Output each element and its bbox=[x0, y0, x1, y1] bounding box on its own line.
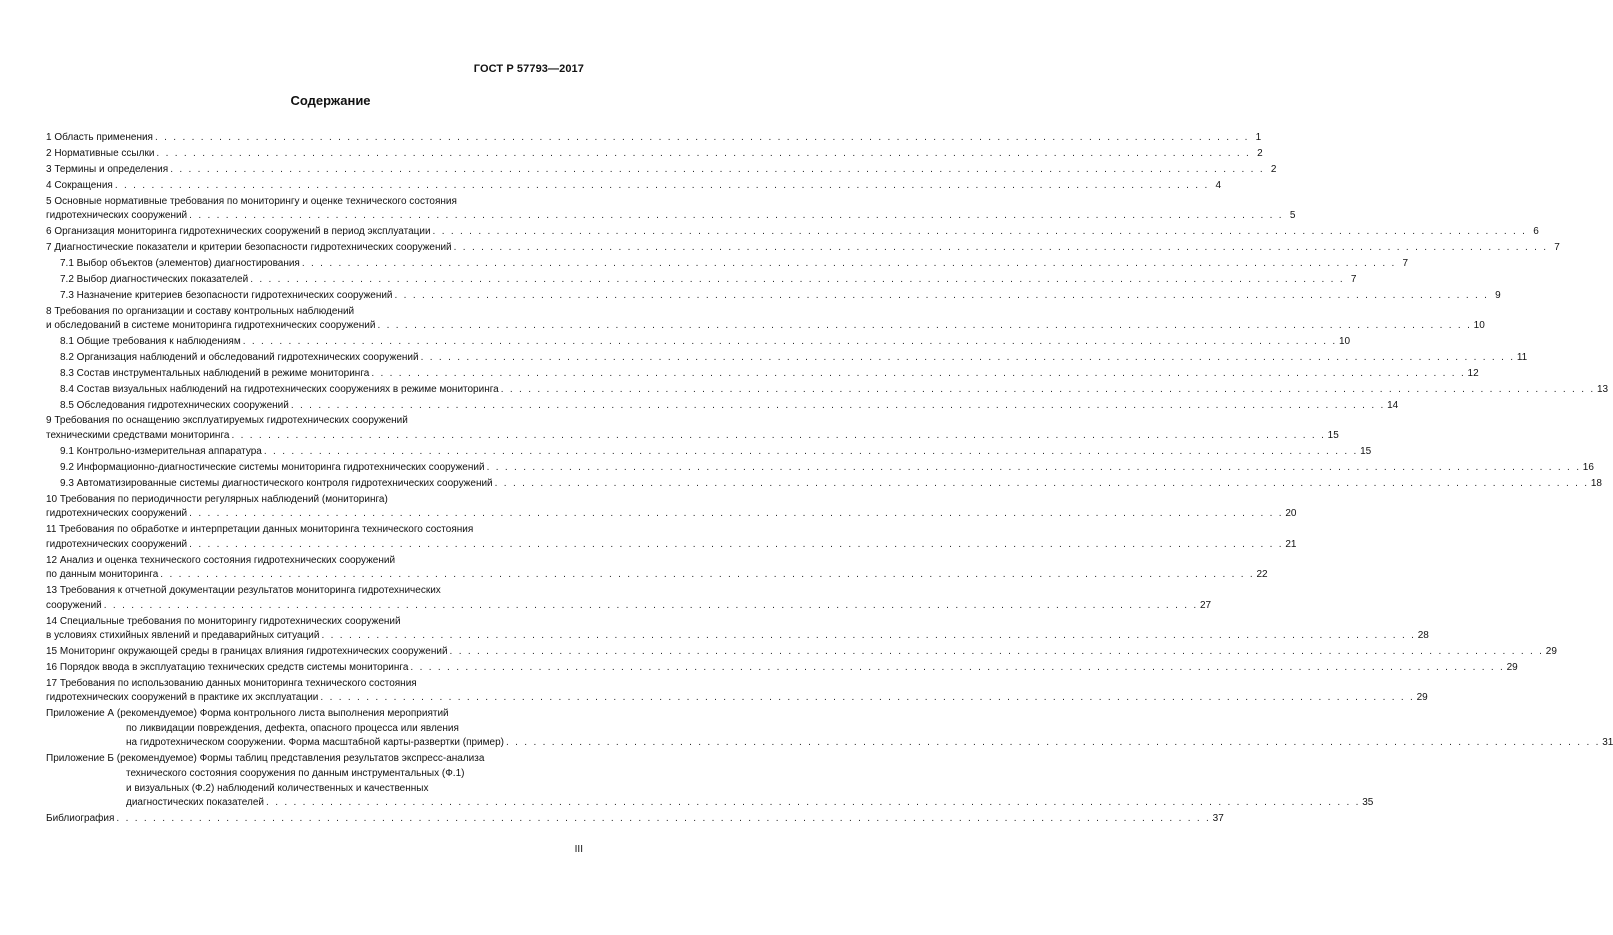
toc-page-number: 29 bbox=[1416, 692, 1428, 704]
toc-entry-title: в условиях стихийных явлений и предаварийных ситуаций bbox=[46, 630, 320, 642]
toc-entry-title: и обследований в системе мониторинга гидротехнических сооружений bbox=[46, 320, 376, 332]
toc-entry-title: 7 Диагностические показатели и критерии безопасности гидротехнических сооружений bbox=[46, 241, 452, 253]
toc-page-number: 21 bbox=[1285, 538, 1297, 550]
toc-entry-title: на гидротехническом сооружении. Форма масштабной карты-развертки (пример) bbox=[126, 737, 504, 749]
toc-page-number: 5 bbox=[1289, 210, 1296, 222]
dot-leader: . . . . . . . . . . . . . . . . . . . . . . . . . . . . . . . . . . . . . . . . . . . . . . . . . . . . . . . . . . . . . . . . . . . . . . . . . . . . . . . . . . . . . . . . . . . . . . . . . . . . . . . . . . . . . . . . . . . . . . . . bbox=[432, 226, 1527, 238]
toc-page-number: 27 bbox=[1199, 599, 1212, 611]
toc-page-number: 20 bbox=[1285, 508, 1297, 520]
toc-entry[interactable] bbox=[46, 523, 1297, 552]
dot-leader: . . . . . . . . . . . . . . . . . . . . . . . . . . . . . . . . . . . . . . . . . . . . . . . . . . . . . . . . . . . . . . . . . . . . . . . . . . . . . . . . . . . . . . . . . . . . . . . . . . . . . . . . . . . . . . . . . . . . . . . . bbox=[263, 445, 1359, 457]
toc-page-number: 18 bbox=[1590, 477, 1602, 489]
toc-entry-title: 9.3 Автоматизированные системы диагностического контроля гидротехнических сооружений bbox=[60, 477, 493, 489]
toc-page-number: 35 bbox=[1362, 797, 1374, 809]
toc-entry-title: 3 Термины и определения bbox=[46, 163, 169, 175]
toc-entry-title: 8.2 Организация наблюдений и обследований гидротехнических сооружений bbox=[60, 351, 419, 363]
toc-page-number: 15 bbox=[1327, 430, 1339, 442]
page-title: Содержание bbox=[290, 93, 371, 108]
toc-page-number: 22 bbox=[1256, 569, 1268, 581]
dot-leader: . . . . . . . . . . . . . . . . . . . . . . . . . . . . . . . . . . . . . . . . . . . . . . . . . . . . . . . . . . . . . . . . . . . . . . . . . . . . . . . . . . . . . . . . . . . . . . . . . . . . . . . . . . . . . . . . . . . . . . . . bbox=[453, 241, 1548, 253]
toc-entry-title: Библиография bbox=[46, 813, 115, 825]
toc-entry[interactable] bbox=[46, 367, 1479, 382]
toc-page-number: 16 bbox=[1582, 461, 1594, 473]
page-number: III bbox=[574, 844, 583, 855]
toc-page-number: 10 bbox=[1473, 320, 1485, 332]
toc-entry-title: Приложение А (рекомендуемое) Форма контрольного листа выполнения мероприятий bbox=[46, 708, 449, 720]
toc-page-number: 4 bbox=[1215, 179, 1222, 191]
toc-entry-title: по данным мониторинга bbox=[46, 569, 159, 581]
toc-entry-title: по ликвидации повреждения, дефекта, опасного процесса или явления bbox=[126, 722, 459, 734]
toc-page-number: 31 bbox=[1602, 737, 1613, 749]
dot-leader: . . . . . . . . . . . . . . . . . . . . . . . . . . . . . . . . . . . . . . . . . . . . . . . . . . . . . . . . . . . . . . . . . . . . . . . . . . . . . . . . . . . . . . . . . . . . . . . . . . . . . . . . . . . . . . . . . . . . . . . . bbox=[156, 147, 1251, 159]
toc-entry-title: 12 Анализ и оценка технического состояния гидротехнических сооружений bbox=[46, 554, 396, 566]
toc-entry[interactable] bbox=[46, 414, 1339, 443]
toc-page-number: 14 bbox=[1387, 399, 1399, 411]
toc-entry[interactable] bbox=[46, 289, 1501, 304]
toc-entry[interactable] bbox=[46, 645, 1557, 660]
dot-leader: . . . . . . . . . . . . . . . . . . . . . . . . . . . . . . . . . . . . . . . . . . . . . . . . . . . . . . . . . . . . . . . . . . . . . . . . . . . . . . . . . . . . . . . . . . . . . . . . . . . . . . . . . . . . . . . . . . . . . . . . bbox=[420, 351, 1515, 363]
toc-entry-title: 16 Порядок ввода в эксплуатацию технических средств системы мониторинга bbox=[46, 661, 409, 673]
toc-entry[interactable] bbox=[46, 477, 1602, 492]
toc-entry[interactable] bbox=[46, 179, 1222, 194]
dot-leader: . . . . . . . . . . . . . . . . . . . . . . . . . . . . . . . . . . . . . . . . . . . . . . . . . . . . . . . . . . . . . . . . . . . . . . . . . . . . . . . . . . . . . . . . . . . . . . . . . . . . . . . . . . . . . . . . . . . . . . . . bbox=[320, 692, 1415, 704]
toc-entry-title: гидротехнических сооружений bbox=[46, 508, 188, 520]
dot-leader: . . . . . . . . . . . . . . . . . . . . . . . . . . . . . . . . . . . . . . . . . . . . . . . . . . . . . . . . . . . . . . . . . . . . . . . . . . . . . . . . . . . . . . . . . . . . . . . . . . . . . . . . . . . . . . . . . . . . . . . . bbox=[250, 273, 1345, 285]
dot-leader: . . . . . . . . . . . . . . . . . . . . . . . . . . . . . . . . . . . . . . . . . . . . . . . . . . . . . . . . . . . . . . . . . . . . . . . . . . . . . . . . . . . . . . . . . . . . . . . . . . . . . . . . . . . . . . . . . . . . . . . . bbox=[301, 257, 1397, 269]
toc-entry[interactable] bbox=[46, 584, 1212, 613]
dot-leader: . . . . . . . . . . . . . . . . . . . . . . . . . . . . . . . . . . . . . . . . . . . . . . . . . . . . . . . . . . . . . . . . . . . . . . . . . . . . . . . . . . . . . . . . . . . . . . . . . . . . . . . . . . . . . . . . . . . . . . . . bbox=[494, 477, 1589, 489]
toc-entry[interactable] bbox=[46, 661, 1518, 676]
toc-entry-title: 14 Специальные требования по мониторингу гидротехнических сооружений bbox=[46, 615, 401, 627]
toc-page-number: 37 bbox=[1212, 813, 1224, 825]
dot-leader: . . . . . . . . . . . . . . . . . . . . . . . . . . . . . . . . . . . . . . . . . . . . . . . . . . . . . . . . . . . . . . . . . . . . . . . . . . . . . . . . . . . . . . . . . . . . . . . . . . . . . . . . . . . . . . . . . . . . . . . . bbox=[505, 737, 1601, 749]
toc-entry-title: 8 Требования по организации и составу контрольных наблюдений bbox=[46, 305, 355, 317]
toc-page-number: 6 bbox=[1533, 226, 1539, 238]
toc-entry-title: Приложение Б (рекомендуемое) Формы таблиц представления результатов экспресс-анализа bbox=[46, 753, 485, 765]
dot-leader: . . . . . . . . . . . . . . . . . . . . . . . . . . . . . . . . . . . . . . . . . . . . . . . . . . . . . . . . . . . . . . . . . . . . . . . . . . . . . . . . . . . . . . . . . . . . . . . . . . . . . . . . . . . . . . . . . . . . . . . . bbox=[170, 163, 1265, 175]
toc-page-number: 28 bbox=[1417, 630, 1429, 642]
toc-entry[interactable] bbox=[46, 273, 1357, 288]
dot-leader: . . . . . . . . . . . . . . . . . . . . . . . . . . . . . . . . . . . . . . . . . . . . . . . . . . . . . . . . . . . . . . . . . . . . . . . . . . . . . . . . . . . . . . . . . . . . . . . . . . . . . . . . . . . . . . . . . . . . . . . . bbox=[114, 179, 1210, 191]
toc-entry[interactable] bbox=[46, 461, 1594, 476]
dot-leader: . . . . . . . . . . . . . . . . . . . . . . . . . . . . . . . . . . . . . . . . . . . . . . . . . . . . . . . . . . . . . . . . . . . . . . . . . . . . . . . . . . . . . . . . . . . . . . . . . . . . . . . . . . . . . . . . . . . . . . . . bbox=[103, 599, 1198, 611]
toc-entry[interactable] bbox=[46, 351, 1528, 366]
dot-leader: . . . . . . . . . . . . . . . . . . . . . . . . . . . . . . . . . . . . . . . . . . . . . . . . . . . . . . . . . . . . . . . . . . . . . . . . . . . . . . . . . . . . . . . . . . . . . . . . . . . . . . . . . . . . . . . . . . . . . . . . bbox=[189, 508, 1284, 520]
toc-entry[interactable] bbox=[46, 554, 1268, 583]
toc-entry-title: 9 Требования по оснащению эксплуатируемых гидротехнических сооружений bbox=[46, 415, 408, 427]
toc-entry[interactable] bbox=[46, 147, 1263, 162]
toc-entry[interactable] bbox=[46, 383, 1609, 398]
toc-entry[interactable] bbox=[46, 241, 1560, 256]
toc-entry-title: 1 Область применения bbox=[46, 132, 153, 143]
toc-entry[interactable] bbox=[46, 195, 1296, 224]
toc-page-number: 7 bbox=[1350, 273, 1357, 285]
toc-entry[interactable] bbox=[46, 257, 1409, 272]
toc-entry-title: 10 Требования по периодичности регулярных наблюдений (мониторинга) bbox=[46, 493, 388, 505]
dot-leader: . . . . . . . . . . . . . . . . . . . . . . . . . . . . . . . . . . . . . . . . . . . . . . . . . . . . . . . . . . . . . . . . . . . . . . . . . . . . . . . . . . . . . . . . . . . . . . . . . . . . . . . . . . . . . . . . . . . . . . . . bbox=[189, 210, 1284, 222]
toc-page-number: 7 bbox=[1554, 241, 1560, 253]
toc-entry-title: 13 Требования к отчетной документации результатов мониторинга гидротехнических bbox=[46, 585, 441, 597]
table-of-contents bbox=[46, 131, 1613, 828]
toc-entry-title: 2 Нормативные ссылки bbox=[46, 147, 155, 159]
toc-entry[interactable] bbox=[46, 812, 1224, 827]
toc-entry-title: 8.4 Состав визуальных наблюдений на гидротехнических сооружениях в режиме мониторинга bbox=[60, 383, 499, 395]
dot-leader: . . . . . . . . . . . . . . . . . . . . . . . . . . . . . . . . . . . . . . . . . . . . . . . . . . . . . . . . . . . . . . . . . . . . . . . . . . . . . . . . . . . . . . . . . . . . . . . . . . . . . . . . . . . . . . . . . . . . . . . . bbox=[449, 646, 1544, 658]
toc-entry-title: 8.3 Состав инструментальных наблюдений в режиме мониторинга bbox=[60, 367, 370, 379]
toc-entry-title: диагностических показателей bbox=[126, 797, 265, 809]
toc-entry[interactable] bbox=[46, 225, 1539, 240]
toc-entry-title: 17 Требования по использованию данных мониторинга технического состояния bbox=[46, 677, 417, 689]
toc-page-number: 13 bbox=[1596, 383, 1609, 395]
toc-entry-title: гидротехнических сооружений bbox=[46, 538, 188, 550]
toc-page-number: 29 bbox=[1545, 646, 1557, 658]
toc-entry[interactable] bbox=[46, 677, 1428, 706]
toc-page-number: 2 bbox=[1257, 147, 1263, 159]
toc-page-number: 10 bbox=[1338, 335, 1351, 347]
dot-leader: . . . . . . . . . . . . . . . . . . . . . . . . . . . . . . . . . . . . . . . . . . . . . . . . . . . . . . . . . . . . . . . . . . . . . . . . . . . . . . . . . . . . . . . . . . . . . . . . . . . . . . . . . . . . . . . . . . . . . . . . bbox=[266, 797, 1361, 809]
dot-leader: . . . . . . . . . . . . . . . . . . . . . . . . . . . . . . . . . . . . . . . . . . . . . . . . . . . . . . . . . . . . . . . . . . . . . . . . . . . . . . . . . . . . . . . . . . . . . . . . . . . . . . . . . . . . . . . . . . . . . . . . bbox=[394, 289, 1489, 301]
toc-entry-title: и визуальных (Ф.2) наблюдений количественных и качественных bbox=[126, 782, 429, 794]
toc-entry-title: 9.2 Информационно-диагностические системы мониторинга гидротехнических сооружений bbox=[60, 461, 485, 473]
toc-page-number: 15 bbox=[1360, 445, 1372, 457]
toc-entry-title: 5 Основные нормативные требования по мониторингу и оценке технического состояния bbox=[46, 195, 457, 207]
dot-leader: . . . . . . . . . . . . . . . . . . . . . . . . . . . . . . . . . . . . . . . . . . . . . . . . . . . . . . . . . . . . . . . . . . . . . . . . . . . . . . . . . . . . . . . . . . . . . . . . . . . . . . . . . . . . . . . . . . . . . . . . bbox=[189, 538, 1284, 550]
document-standard-number: ГОСТ Р 57793—2017 bbox=[473, 63, 584, 75]
toc-entry-title: 7.2 Выбор диагностических показателей bbox=[60, 273, 249, 285]
toc-entry[interactable] bbox=[46, 752, 1374, 810]
toc-entry-title: гидротехнических сооружений в практике их эксплуатации bbox=[46, 692, 319, 704]
dot-leader: . . . . . . . . . . . . . . . . . . . . . . . . . . . . . . . . . . . . . . . . . . . . . . . . . . . . . . . . . . . . . . . . . . . . . . . . . . . . . . . . . . . . . . . . . . . . . . . . . . . . . . . . . . . . . . . . . . . . . . . . bbox=[377, 320, 1472, 332]
toc-entry-title: 11 Требования по обработке и интерпретации данных мониторинга технического состояния bbox=[46, 524, 474, 536]
dot-leader: . . . . . . . . . . . . . . . . . . . . . . . . . . . . . . . . . . . . . . . . . . . . . . . . . . . . . . . . . . . . . . . . . . . . . . . . . . . . . . . . . . . . . . . . . . . . . . . . . . . . . . . . . . . . . . . . . . . . . . . . bbox=[116, 813, 1211, 825]
toc-entry[interactable] bbox=[46, 707, 1613, 751]
toc-entry-title: 9.1 Контрольно-измерительная аппаратура bbox=[60, 445, 262, 457]
toc-page-number: 2 bbox=[1270, 163, 1277, 175]
toc-entry-title: гидротехнических сооружений bbox=[46, 210, 188, 222]
dot-leader: . . . . . . . . . . . . . . . . . . . . . . . . . . . . . . . . . . . . . . . . . . . . . . . . . . . . . . . . . . . . . . . . . . . . . . . . . . . . . . . . . . . . . . . . . . . . . . . . . . . . . . . . . . . . . . . . . . . . . . . . bbox=[154, 132, 1250, 143]
toc-entry[interactable] bbox=[46, 493, 1297, 522]
toc-entry[interactable] bbox=[46, 305, 1485, 334]
toc-entry-title: 6 Организация мониторинга гидротехнических сооружений в период эксплуатации bbox=[46, 226, 431, 238]
dot-leader: . . . . . . . . . . . . . . . . . . . . . . . . . . . . . . . . . . . . . . . . . . . . . . . . . . . . . . . . . . . . . . . . . . . . . . . . . . . . . . . . . . . . . . . . . . . . . . . . . . . . . . . . . . . . . . . . . . . . . . . . bbox=[486, 461, 1581, 473]
dot-leader: . . . . . . . . . . . . . . . . . . . . . . . . . . . . . . . . . . . . . . . . . . . . . . . . . . . . . . . . . . . . . . . . . . . . . . . . . . . . . . . . . . . . . . . . . . . . . . . . . . . . . . . . . . . . . . . . . . . . . . . . bbox=[371, 367, 1466, 379]
toc-page-number: 11 bbox=[1516, 351, 1528, 363]
toc-entry-title: 8.5 Обследования гидротехнических сооружений bbox=[60, 399, 289, 411]
toc-entry-title: сооружений bbox=[46, 599, 102, 611]
toc-entry-title: 4 Сокращения bbox=[46, 179, 113, 191]
toc-entry-title: технического состояния сооружения по данным инструментальных (Ф.1) bbox=[126, 767, 465, 779]
toc-entry[interactable] bbox=[46, 163, 1277, 178]
dot-leader: . . . . . . . . . . . . . . . . . . . . . . . . . . . . . . . . . . . . . . . . . . . . . . . . . . . . . . . . . . . . . . . . . . . . . . . . . . . . . . . . . . . . . . . . . . . . . . . . . . . . . . . . . . . . . . . . . . . . . . . . bbox=[500, 383, 1595, 395]
toc-entry[interactable] bbox=[46, 335, 1351, 350]
dot-leader: . . . . . . . . . . . . . . . . . . . . . . . . . . . . . . . . . . . . . . . . . . . . . . . . . . . . . . . . . . . . . . . . . . . . . . . . . . . . . . . . . . . . . . . . . . . . . . . . . . . . . . . . . . . . . . . . . . . . . . . . bbox=[160, 569, 1255, 581]
toc-entry[interactable] bbox=[46, 445, 1372, 460]
toc-entry-title: техническими средствами мониторинга bbox=[46, 430, 230, 442]
toc-page-number: 1 bbox=[1255, 132, 1262, 143]
toc-entry[interactable] bbox=[46, 131, 1262, 146]
dot-leader: . . . . . . . . . . . . . . . . . . . . . . . . . . . . . . . . . . . . . . . . . . . . . . . . . . . . . . . . . . . . . . . . . . . . . . . . . . . . . . . . . . . . . . . . . . . . . . . . . . . . . . . . . . . . . . . . . . . . . . . . bbox=[242, 335, 1337, 347]
toc-entry[interactable] bbox=[46, 399, 1399, 414]
toc-page-number: 12 bbox=[1467, 367, 1479, 379]
toc-entry-title: 7.3 Назначение критериев безопасности гидротехнических сооружений bbox=[60, 289, 393, 301]
toc-entry[interactable] bbox=[46, 615, 1429, 644]
toc-entry-title: 15 Мониторинг окружающей среды в границах влияния гидротехнических сооружений bbox=[46, 646, 448, 658]
toc-page-number: 29 bbox=[1506, 661, 1518, 673]
dot-leader: . . . . . . . . . . . . . . . . . . . . . . . . . . . . . . . . . . . . . . . . . . . . . . . . . . . . . . . . . . . . . . . . . . . . . . . . . . . . . . . . . . . . . . . . . . . . . . . . . . . . . . . . . . . . . . . . . . . . . . . . bbox=[231, 430, 1326, 442]
dot-leader: . . . . . . . . . . . . . . . . . . . . . . . . . . . . . . . . . . . . . . . . . . . . . . . . . . . . . . . . . . . . . . . . . . . . . . . . . . . . . . . . . . . . . . . . . . . . . . . . . . . . . . . . . . . . . . . . . . . . . . . . bbox=[290, 399, 1386, 411]
toc-entry-title: 7.1 Выбор объектов (элементов) диагностирования bbox=[60, 257, 300, 269]
dot-leader: . . . . . . . . . . . . . . . . . . . . . . . . . . . . . . . . . . . . . . . . . . . . . . . . . . . . . . . . . . . . . . . . . . . . . . . . . . . . . . . . . . . . . . . . . . . . . . . . . . . . . . . . . . . . . . . . . . . . . . . . bbox=[321, 630, 1416, 642]
toc-page-number: 9 bbox=[1495, 289, 1501, 301]
toc-page-number: 7 bbox=[1402, 257, 1409, 269]
dot-leader: . . . . . . . . . . . . . . . . . . . . . . . . . . . . . . . . . . . . . . . . . . . . . . . . . . . . . . . . . . . . . . . . . . . . . . . . . . . . . . . . . . . . . . . . . . . . . . . . . . . . . . . . . . . . . . . . . . . . . . . . bbox=[410, 661, 1505, 673]
toc-entry-title: 8.1 Общие требования к наблюдениям bbox=[60, 335, 241, 347]
